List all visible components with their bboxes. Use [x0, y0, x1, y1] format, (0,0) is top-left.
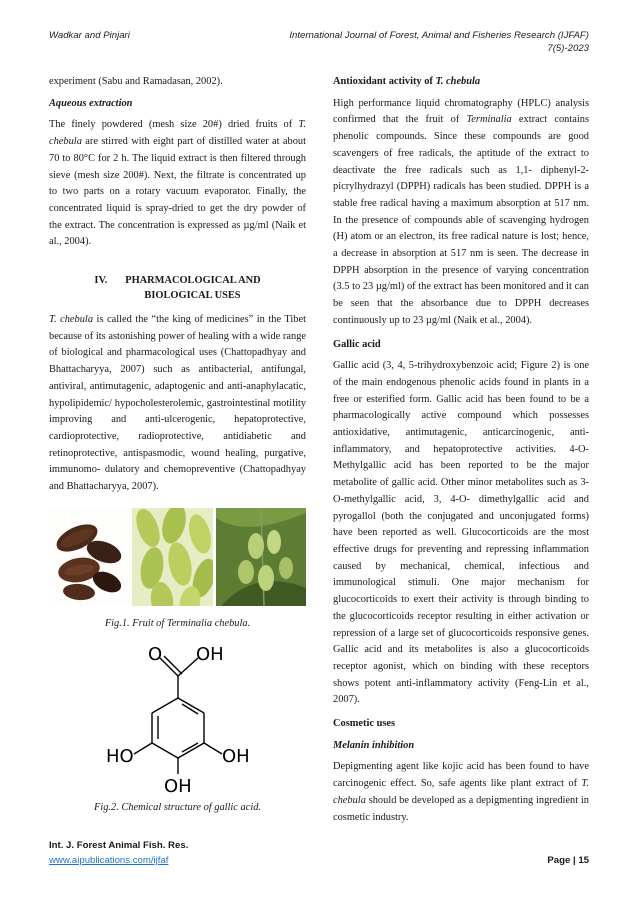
dried-fruit-photo: [49, 508, 129, 606]
figure-1-caption: Fig.1. Fruit of Terminalia chebula.: [104, 617, 251, 629]
figure-fruit-photos: [49, 508, 306, 606]
section-heading-pharmacological: IV. PHARMACOLOGICAL AND BIOLOGICAL USES: [94, 275, 261, 302]
heading-gallic-acid: Gallic acid: [333, 338, 381, 350]
atom-label-ho-left: HO: [105, 746, 134, 768]
fruit-on-tree-photo: [216, 508, 306, 606]
page-number: Page | 15: [547, 855, 589, 866]
atom-label-o: O: [147, 646, 162, 666]
figure-2-caption: Fig.2. Chemical structure of gallic acid.: [94, 802, 261, 814]
right-column: [333, 74, 589, 833]
running-header-journal: [289, 29, 589, 55]
running-header-authors: Wadkar and Pinjari: [49, 30, 130, 41]
paragraph-antioxidant: High performance liquid chromatography (HPLC) analysis confirmed that the fruit of Terminalia extract contains phenolic compounds. Since these compounds are good scavengers of free radicals, the aptitude of the extract to deactivate the free radicals such as 1,1- diphenyl-2-picrylhydrazyl (DPPH) radicals has been studied. DPPH is a stable free radical having a maximum absorption at 517 nm. In the presence of compounds able of scavenging hydrogen (H) atom or an electron, its free radical nature is lost; hence, a decrease in absorption at 517 nm is seen. The decrease in DPPH absorption in the presence of varying concentration (3.5 to 23 µg/ml) of the extract has been monitored and it can be seen that the absorbance due to DPPH decreases continuously up to 23 µg/ml (Naik et al., 2004).: [333, 97, 589, 326]
paragraph-melanin: Depigmenting agent like kojic acid has been found to have carcinogenic effect. So, safe agents like plant extract of T. chebula should be developed as a depigmenting ingredient in cosmetic industry.: [333, 761, 589, 823]
atom-label-oh-top: OH: [195, 646, 224, 666]
journal-name: International Journal of Forest, Animal and Fisheries Research (IJFAF): [289, 30, 589, 41]
paragraph-uses: T. chebula is called the “the king of medicines” in the Tibet because of its astonishing power of healing with a wide range of biological and pharmacological uses (Chattopadhyay and Bhattacharyya, 2007) such as antibacterial, antifungal, antiviral, antimutagenic, adaptogenic and anti-anaphylacatic, hypolipidemic/ hypocholesterolemic, gastrointestinal motility improving and anti-ulcerogenic, hepatoprotective, cardioprotective, radioprotective, antidiabetic and retinoprotective, antispasmodic, wound healing, purgative, immunomo- dulatory and chemopreventive (Chattopadhyay and Bhattacharyya, 2007).: [49, 314, 306, 493]
heading-aqueous-extraction: Aqueous extraction: [49, 97, 133, 109]
journal-volume: 7(5)-2023: [547, 43, 589, 54]
gallic-acid-structure: [88, 646, 268, 794]
green-fruits-photo: [132, 508, 214, 606]
paragraph-continuation: experiment (Sabu and Ramadasan, 2002).: [49, 76, 223, 87]
footer-journal-abbr: Int. J. Forest Animal Fish. Res.: [49, 840, 189, 851]
atom-label-oh-bottom: OH: [163, 776, 192, 795]
heading-melanin-inhibition: Melanin inhibition: [333, 739, 415, 751]
left-column: [49, 74, 306, 817]
paragraph-gallic-acid: Gallic acid (3, 4, 5-trihydroxybenzoic acid; Figure 2) is one of the main endogenous phenolic acids found in plants in a free or esterified form. Gallic acid has been found to be a pharmacologically active compound which possesses antioxidative, antimutagenic, anticarcinogenic, anti-inflammatory, and hepatoprotective activities. 4-O- Methylgallic acid has been reported to be the major metabolite of gallic acid. Other minor metabolites such as 3-O-methylgallic acid, 3, 4-O- dimethylgallic acid and pyrogallol (both the conjugated and unconjugated forms) have been reported as well. Glucocorticoids are the most effective drugs for preventing and repressing inflammation caused by mechanical, chemical, infectious and immunological stimuli. One major mechanism for glucocorticoids to exert their activity is through binding to the glucocorticoids receptor resulting in either activation or repression of a large set of glucocorticoids responsive genes. Gallic acid and its metabolites is also a glucocorticoids receptor agonist, which on binding with these receptors shows potent anti-inflammatory activity (Feng-Lin et al., 2007).: [333, 360, 589, 706]
paragraph-aqueous-extraction: The finely powdered (mesh size 20#) dried fruits of T. chebula are stirred with eight part of distilled water at about 70 to 80°C for 2 h. The liquid extract is then filtered through sieve (mesh size 200#). Next, the filtrate is concentrated up to two parts on a rotary vacuum evaporator. Finally, the concentrated liquid is spray-dried to get the dry powder of the extract. The concentration is expressed as µg/ml (Naik et al., 2004).: [49, 119, 306, 248]
heading-cosmetic-uses: Cosmetic uses: [333, 718, 396, 730]
footer-journal-link[interactable]: www.aipublications.com/ijfaf: [49, 855, 169, 866]
atom-label-oh-right: OH: [221, 746, 250, 768]
section-number: IV.: [94, 275, 108, 287]
page-footer: [49, 838, 589, 868]
heading-antioxidant: Antioxidant activity of T. chebula: [333, 76, 481, 87]
